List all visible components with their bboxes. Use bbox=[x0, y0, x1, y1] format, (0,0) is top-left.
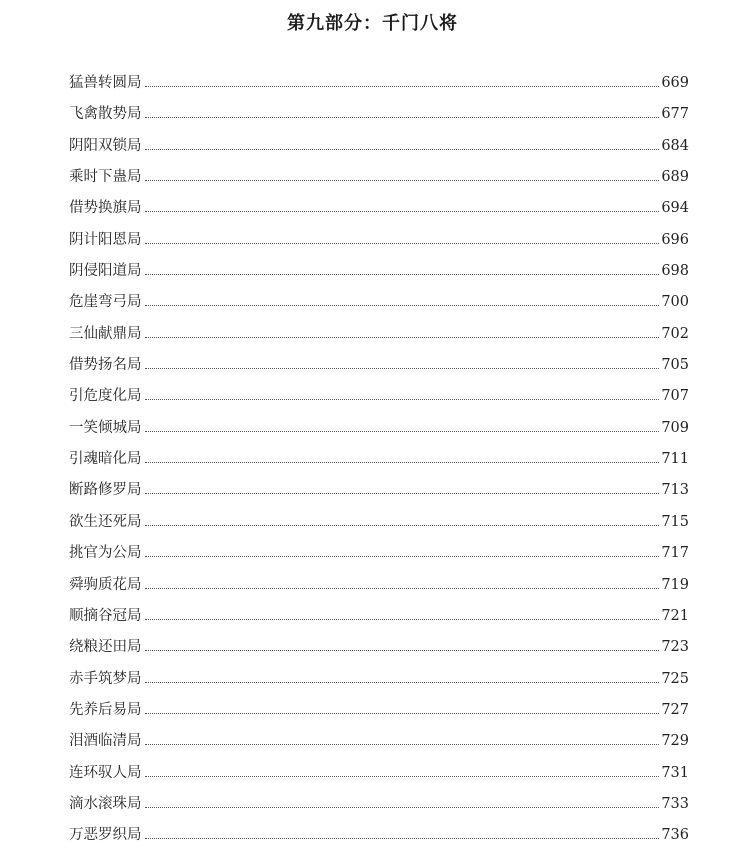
toc-entry-title: 先养后易局 bbox=[69, 701, 142, 718]
toc-entry-title: 借势换旗局 bbox=[69, 200, 142, 217]
toc-entry[interactable] bbox=[69, 164, 689, 195]
toc-entry-title: 三仙献鼎局 bbox=[69, 325, 142, 342]
dot-leader bbox=[145, 116, 660, 118]
dot-leader bbox=[145, 304, 660, 306]
toc-entry-title: 泪酒临清局 bbox=[69, 733, 142, 750]
toc-entry[interactable] bbox=[69, 760, 689, 791]
toc-entry-title: 一笑倾城局 bbox=[69, 419, 142, 436]
toc-entry-page-number: 698 bbox=[661, 263, 689, 280]
toc-entry[interactable] bbox=[69, 133, 689, 164]
toc-entry-title: 阴阳双锁局 bbox=[69, 137, 142, 154]
dot-leader bbox=[145, 85, 660, 87]
toc-entry-page-number: 696 bbox=[661, 231, 689, 248]
toc-entry[interactable] bbox=[69, 289, 689, 320]
toc-entry[interactable] bbox=[69, 70, 689, 101]
dot-leader bbox=[145, 367, 660, 369]
table-of-contents bbox=[69, 70, 689, 854]
toc-entry-page-number: 702 bbox=[661, 325, 689, 342]
toc-entry[interactable] bbox=[69, 697, 689, 728]
toc-entry-title: 乘时下蛊局 bbox=[69, 169, 142, 186]
toc-entry[interactable] bbox=[69, 509, 689, 540]
toc-entry-title: 欲生还死局 bbox=[69, 513, 142, 530]
toc-entry[interactable] bbox=[69, 352, 689, 383]
toc-entry-page-number: 713 bbox=[661, 482, 689, 499]
dot-leader bbox=[145, 555, 660, 557]
toc-entry-page-number: 700 bbox=[661, 294, 689, 311]
dot-leader bbox=[145, 336, 660, 338]
dot-leader bbox=[145, 273, 660, 275]
toc-entry-page-number: 723 bbox=[661, 639, 689, 656]
dot-leader bbox=[145, 775, 660, 777]
toc-entry-page-number: 709 bbox=[661, 419, 689, 436]
toc-entry-title: 顺摘谷冠局 bbox=[69, 607, 142, 624]
toc-entry[interactable] bbox=[69, 666, 689, 697]
toc-entry[interactable] bbox=[69, 728, 689, 759]
dot-leader bbox=[145, 430, 660, 432]
toc-entry-page-number: 736 bbox=[661, 827, 689, 844]
dot-leader bbox=[145, 712, 660, 714]
toc-entry-page-number: 719 bbox=[661, 576, 689, 593]
dot-leader bbox=[145, 148, 660, 150]
toc-entry-page-number: 733 bbox=[661, 795, 689, 812]
dot-leader bbox=[145, 618, 660, 620]
dot-leader bbox=[145, 492, 660, 494]
dot-leader bbox=[145, 837, 660, 839]
toc-entry-page-number: 715 bbox=[661, 513, 689, 530]
toc-entry-page-number: 729 bbox=[661, 733, 689, 750]
toc-entry-title: 挑官为公局 bbox=[69, 545, 142, 562]
dot-leader bbox=[145, 461, 660, 463]
toc-entry-page-number: 711 bbox=[661, 451, 689, 468]
toc-entry[interactable] bbox=[69, 477, 689, 508]
toc-entry[interactable] bbox=[69, 822, 689, 853]
dot-leader bbox=[145, 179, 660, 181]
toc-entry-page-number: 684 bbox=[661, 137, 689, 154]
toc-entry[interactable] bbox=[69, 321, 689, 352]
toc-entry-page-number: 721 bbox=[661, 607, 689, 624]
toc-entry-page-number: 694 bbox=[661, 200, 689, 217]
dot-leader bbox=[145, 649, 660, 651]
section-title: 第九部分：千门八将 bbox=[287, 13, 458, 34]
toc-entry-title: 连环驭人局 bbox=[69, 764, 142, 781]
toc-entry-page-number: 727 bbox=[661, 701, 689, 718]
toc-entry[interactable] bbox=[69, 446, 689, 477]
toc-entry[interactable] bbox=[69, 101, 689, 132]
toc-entry[interactable] bbox=[69, 634, 689, 665]
toc-entry-title: 断路修罗局 bbox=[69, 482, 142, 499]
dot-leader bbox=[145, 242, 660, 244]
toc-entry[interactable] bbox=[69, 603, 689, 634]
toc-entry-page-number: 717 bbox=[661, 545, 689, 562]
toc-entry-title: 飞禽散势局 bbox=[69, 106, 142, 123]
toc-entry-title: 引危度化局 bbox=[69, 388, 142, 405]
toc-entry-title: 舜驹质花局 bbox=[69, 576, 142, 593]
toc-entry-title: 猛兽转圆局 bbox=[69, 75, 142, 91]
toc-entry[interactable] bbox=[69, 258, 689, 289]
toc-entry-title: 赤手筑梦局 bbox=[69, 670, 142, 687]
toc-entry-page-number: 731 bbox=[661, 764, 689, 781]
dot-leader bbox=[145, 806, 660, 808]
toc-entry[interactable] bbox=[69, 791, 689, 822]
toc-entry-title: 绕粮还田局 bbox=[69, 639, 142, 656]
dot-leader bbox=[145, 524, 660, 526]
toc-entry-page-number: 707 bbox=[661, 388, 689, 405]
toc-entry-page-number: 669 bbox=[661, 75, 689, 91]
toc-entry-page-number: 725 bbox=[661, 670, 689, 687]
toc-entry-title: 滴水滚珠局 bbox=[69, 795, 142, 812]
toc-entry-title: 危崖弯弓局 bbox=[69, 294, 142, 311]
toc-entry[interactable] bbox=[69, 540, 689, 571]
toc-entry-title: 阴计阳恩局 bbox=[69, 231, 142, 248]
toc-entry[interactable] bbox=[69, 572, 689, 603]
toc-entry-page-number: 689 bbox=[661, 169, 689, 186]
dot-leader bbox=[145, 210, 660, 212]
toc-entry-title: 借势扬名局 bbox=[69, 357, 142, 374]
toc-entry[interactable] bbox=[69, 195, 689, 226]
toc-entry[interactable] bbox=[69, 383, 689, 414]
toc-entry-page-number: 705 bbox=[661, 357, 689, 374]
toc-entry-title: 引魂暗化局 bbox=[69, 451, 142, 468]
dot-leader bbox=[145, 743, 660, 745]
toc-entry-title: 万恶罗织局 bbox=[69, 827, 142, 844]
dot-leader bbox=[145, 587, 660, 589]
toc-entry[interactable] bbox=[69, 415, 689, 446]
toc-entry[interactable] bbox=[69, 227, 689, 258]
toc-entry-page-number: 677 bbox=[661, 106, 689, 123]
dot-leader bbox=[145, 681, 660, 683]
dot-leader bbox=[145, 398, 660, 400]
toc-entry-title: 阴侵阳道局 bbox=[69, 263, 142, 280]
